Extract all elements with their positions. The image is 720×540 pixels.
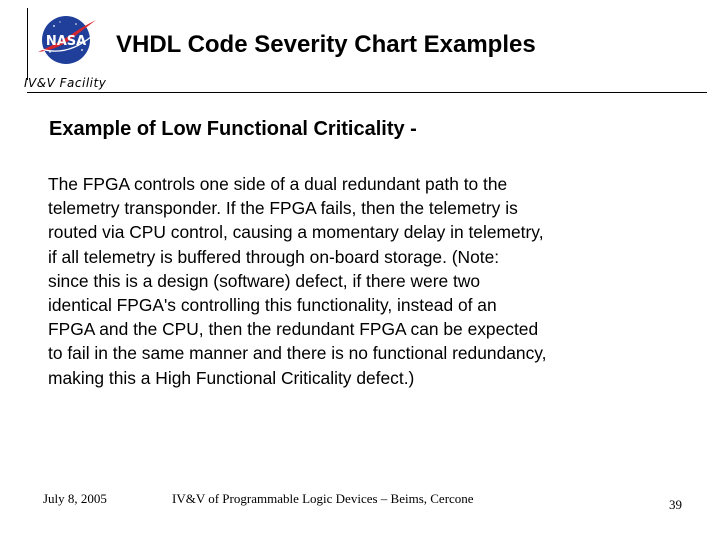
body-line: routed via CPU control, causing a momentary delay in telemetry,	[48, 222, 544, 243]
footer-title: IV&V of Programmable Logic Devices – Beims, Cercone	[172, 491, 474, 506]
footer-date: July 8, 2005	[43, 491, 107, 506]
body-line: telemetry transponder. If the FPGA fails, then the telemetry is	[48, 198, 518, 219]
body-line: identical FPGA's controlling this functionality, instead of an	[48, 295, 497, 316]
nasa-logo-text: NASA	[45, 34, 87, 49]
facility-label: IV&V Facility	[24, 76, 107, 90]
slide-subtitle: Example of Low Functional Criticality -	[49, 118, 417, 140]
body-line: to fail in the same manner and there is no functional redundancy,	[48, 343, 547, 364]
body-paragraph	[48, 172, 648, 390]
slide-title: VHDL Code Severity Chart Examples	[116, 31, 536, 58]
body-line: if all telemetry is buffered through on-board storage. (Note:	[48, 246, 500, 267]
body-line: The FPGA controls one side of a dual redundant path to the	[48, 174, 508, 194]
nasa-logo	[30, 10, 102, 70]
body-line: FPGA and the CPU, then the redundant FPGA can be expected	[48, 319, 539, 340]
body-line: making this a High Functional Criticality defect.)	[48, 367, 415, 388]
header-vertical-rule	[27, 8, 28, 80]
header-horizontal-rule	[27, 92, 707, 93]
body-line: since this is a design (software) defect, if there were two	[48, 270, 481, 291]
page-number: 39	[669, 497, 682, 512]
